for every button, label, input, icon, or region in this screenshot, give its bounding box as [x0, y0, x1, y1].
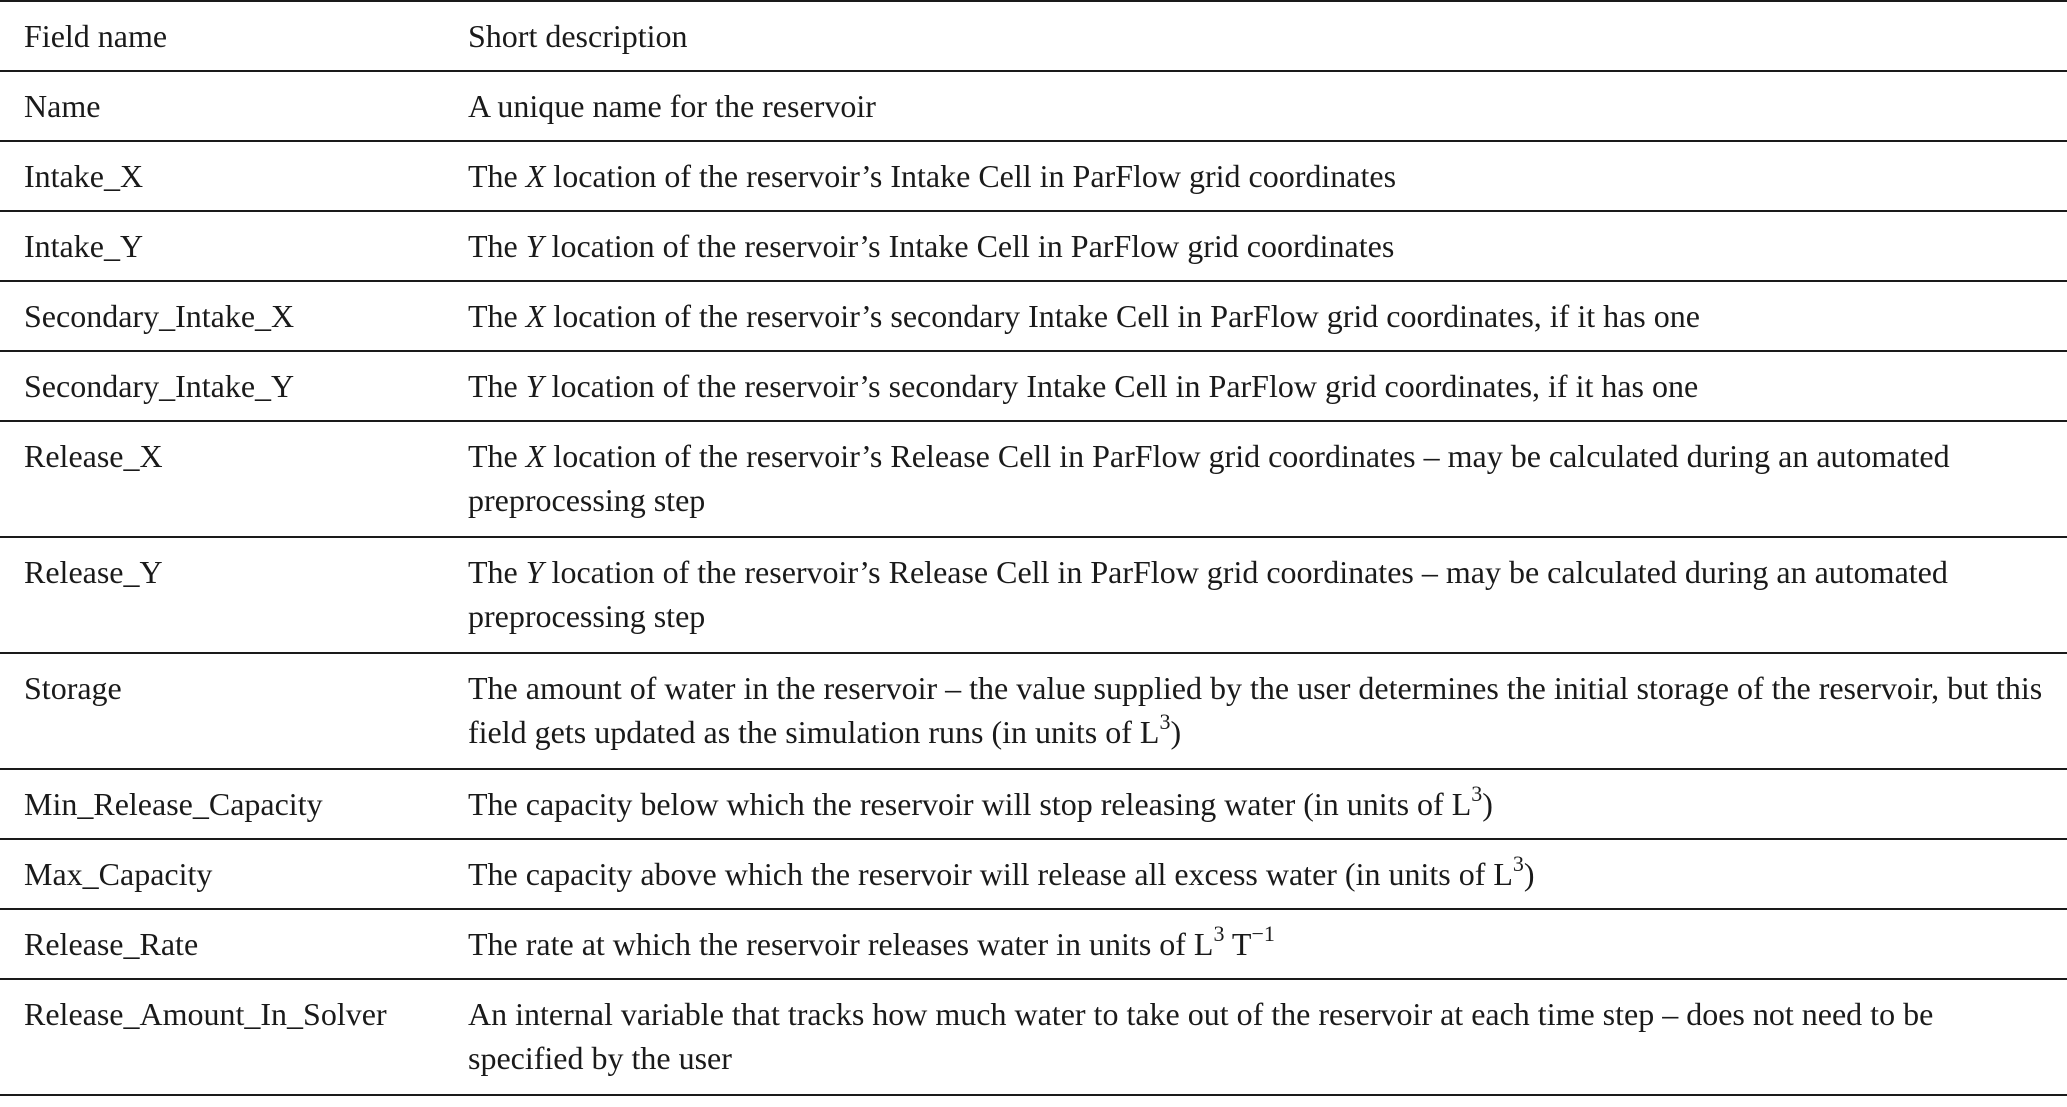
table-row [0, 980, 2067, 1096]
description-cell [468, 770, 2067, 838]
superscript: 3 [1213, 921, 1225, 946]
table-row [0, 142, 2067, 212]
description-text: The [468, 368, 526, 404]
table-row [0, 910, 2067, 980]
table-row [0, 282, 2067, 352]
description-text: The [468, 438, 526, 474]
table-header-row [0, 2, 2067, 72]
description-text: The [468, 298, 526, 334]
description-text: The capacity below which the reservoir will stop releasing water (in units of L [468, 786, 1472, 822]
header-short-description: Short description [468, 18, 688, 54]
variable-symbol: Y [525, 368, 544, 404]
variable-symbol: X [525, 158, 546, 194]
table-row [0, 72, 2067, 142]
field-name-cell: Release_Amount_In_Solver [24, 996, 387, 1032]
description-cell [468, 352, 2067, 420]
description-text: The capacity above which the reservoir will release all excess water (in units of L [468, 856, 1513, 892]
variable-symbol: Y [525, 228, 544, 264]
field-name-cell: Intake_Y [24, 228, 144, 264]
field-name-cell: Release_Y [24, 554, 163, 590]
field-name-cell: Secondary_Intake_X [24, 298, 295, 334]
field-name-cell: Max_Capacity [24, 856, 213, 892]
description-text: The [468, 228, 526, 264]
description-cell [468, 422, 2067, 536]
field-name-cell: Release_Rate [24, 926, 199, 962]
description-cell [468, 538, 2067, 652]
field-name-cell: Intake_X [24, 158, 144, 194]
field-name-cell: Name [24, 88, 101, 124]
variable-symbol: X [525, 438, 546, 474]
description-text: ) [1170, 714, 1182, 750]
description-cell [468, 142, 2067, 210]
description-text: The rate at which the reservoir releases water in units of L [468, 926, 1214, 962]
table-row [0, 654, 2067, 770]
description-text: The amount of water in the reservoir – the value supplied by the user determines the initial storage of the reservoir, but this field gets updated as the simulation runs (in units of L [468, 670, 2043, 750]
header-field-name: Field name [24, 18, 168, 54]
description-text: location of the reservoir’s Release Cell in ParFlow grid coordinates – may be calculated during an automated preprocessing step [468, 554, 1948, 634]
description-cell [468, 212, 2067, 280]
superscript: −1 [1251, 921, 1275, 946]
description-text: The [468, 554, 526, 590]
description-text: ) [1523, 856, 1535, 892]
description-text: The [468, 158, 526, 194]
superscript: 3 [1471, 781, 1483, 806]
field-name-cell: Release_X [24, 438, 163, 474]
table-row [0, 352, 2067, 422]
table-row [0, 538, 2067, 654]
description-text: location of the reservoir’s Release Cell in ParFlow grid coordinates – may be calculated during an automated preprocessing step [468, 438, 1950, 518]
description-text: An internal variable that tracks how much water to take out of the reservoir at each time step – does not need to be specified by the user [468, 996, 1934, 1076]
field-name-cell: Storage [24, 670, 122, 706]
description-text: A unique name for the reservoir [468, 88, 876, 124]
description-text: location of the reservoir’s Intake Cell in ParFlow grid coordinates [543, 228, 1395, 264]
table-row [0, 212, 2067, 282]
description-text: T [1224, 926, 1252, 962]
table-row [0, 840, 2067, 910]
description-cell [468, 910, 2067, 978]
description-text: location of the reservoir’s secondary Intake Cell in ParFlow grid coordinates, if it has one [543, 368, 1699, 404]
description-cell [468, 72, 2067, 140]
table-row [0, 422, 2067, 538]
field-name-cell: Secondary_Intake_Y [24, 368, 295, 404]
field-name-cell: Min_Release_Capacity [24, 786, 323, 822]
superscript: 3 [1512, 851, 1524, 876]
description-text: location of the reservoir’s secondary Intake Cell in ParFlow grid coordinates, if it has one [545, 298, 1700, 334]
description-cell [468, 840, 2067, 908]
superscript: 3 [1159, 709, 1171, 734]
description-cell [468, 282, 2067, 350]
table-row [0, 770, 2067, 840]
description-cell [468, 980, 2067, 1094]
description-cell [468, 654, 2067, 768]
description-text: ) [1482, 786, 1493, 822]
variable-symbol: X [525, 298, 546, 334]
variable-symbol: Y [525, 554, 544, 590]
description-text: location of the reservoir’s Intake Cell in ParFlow grid coordinates [545, 158, 1397, 194]
